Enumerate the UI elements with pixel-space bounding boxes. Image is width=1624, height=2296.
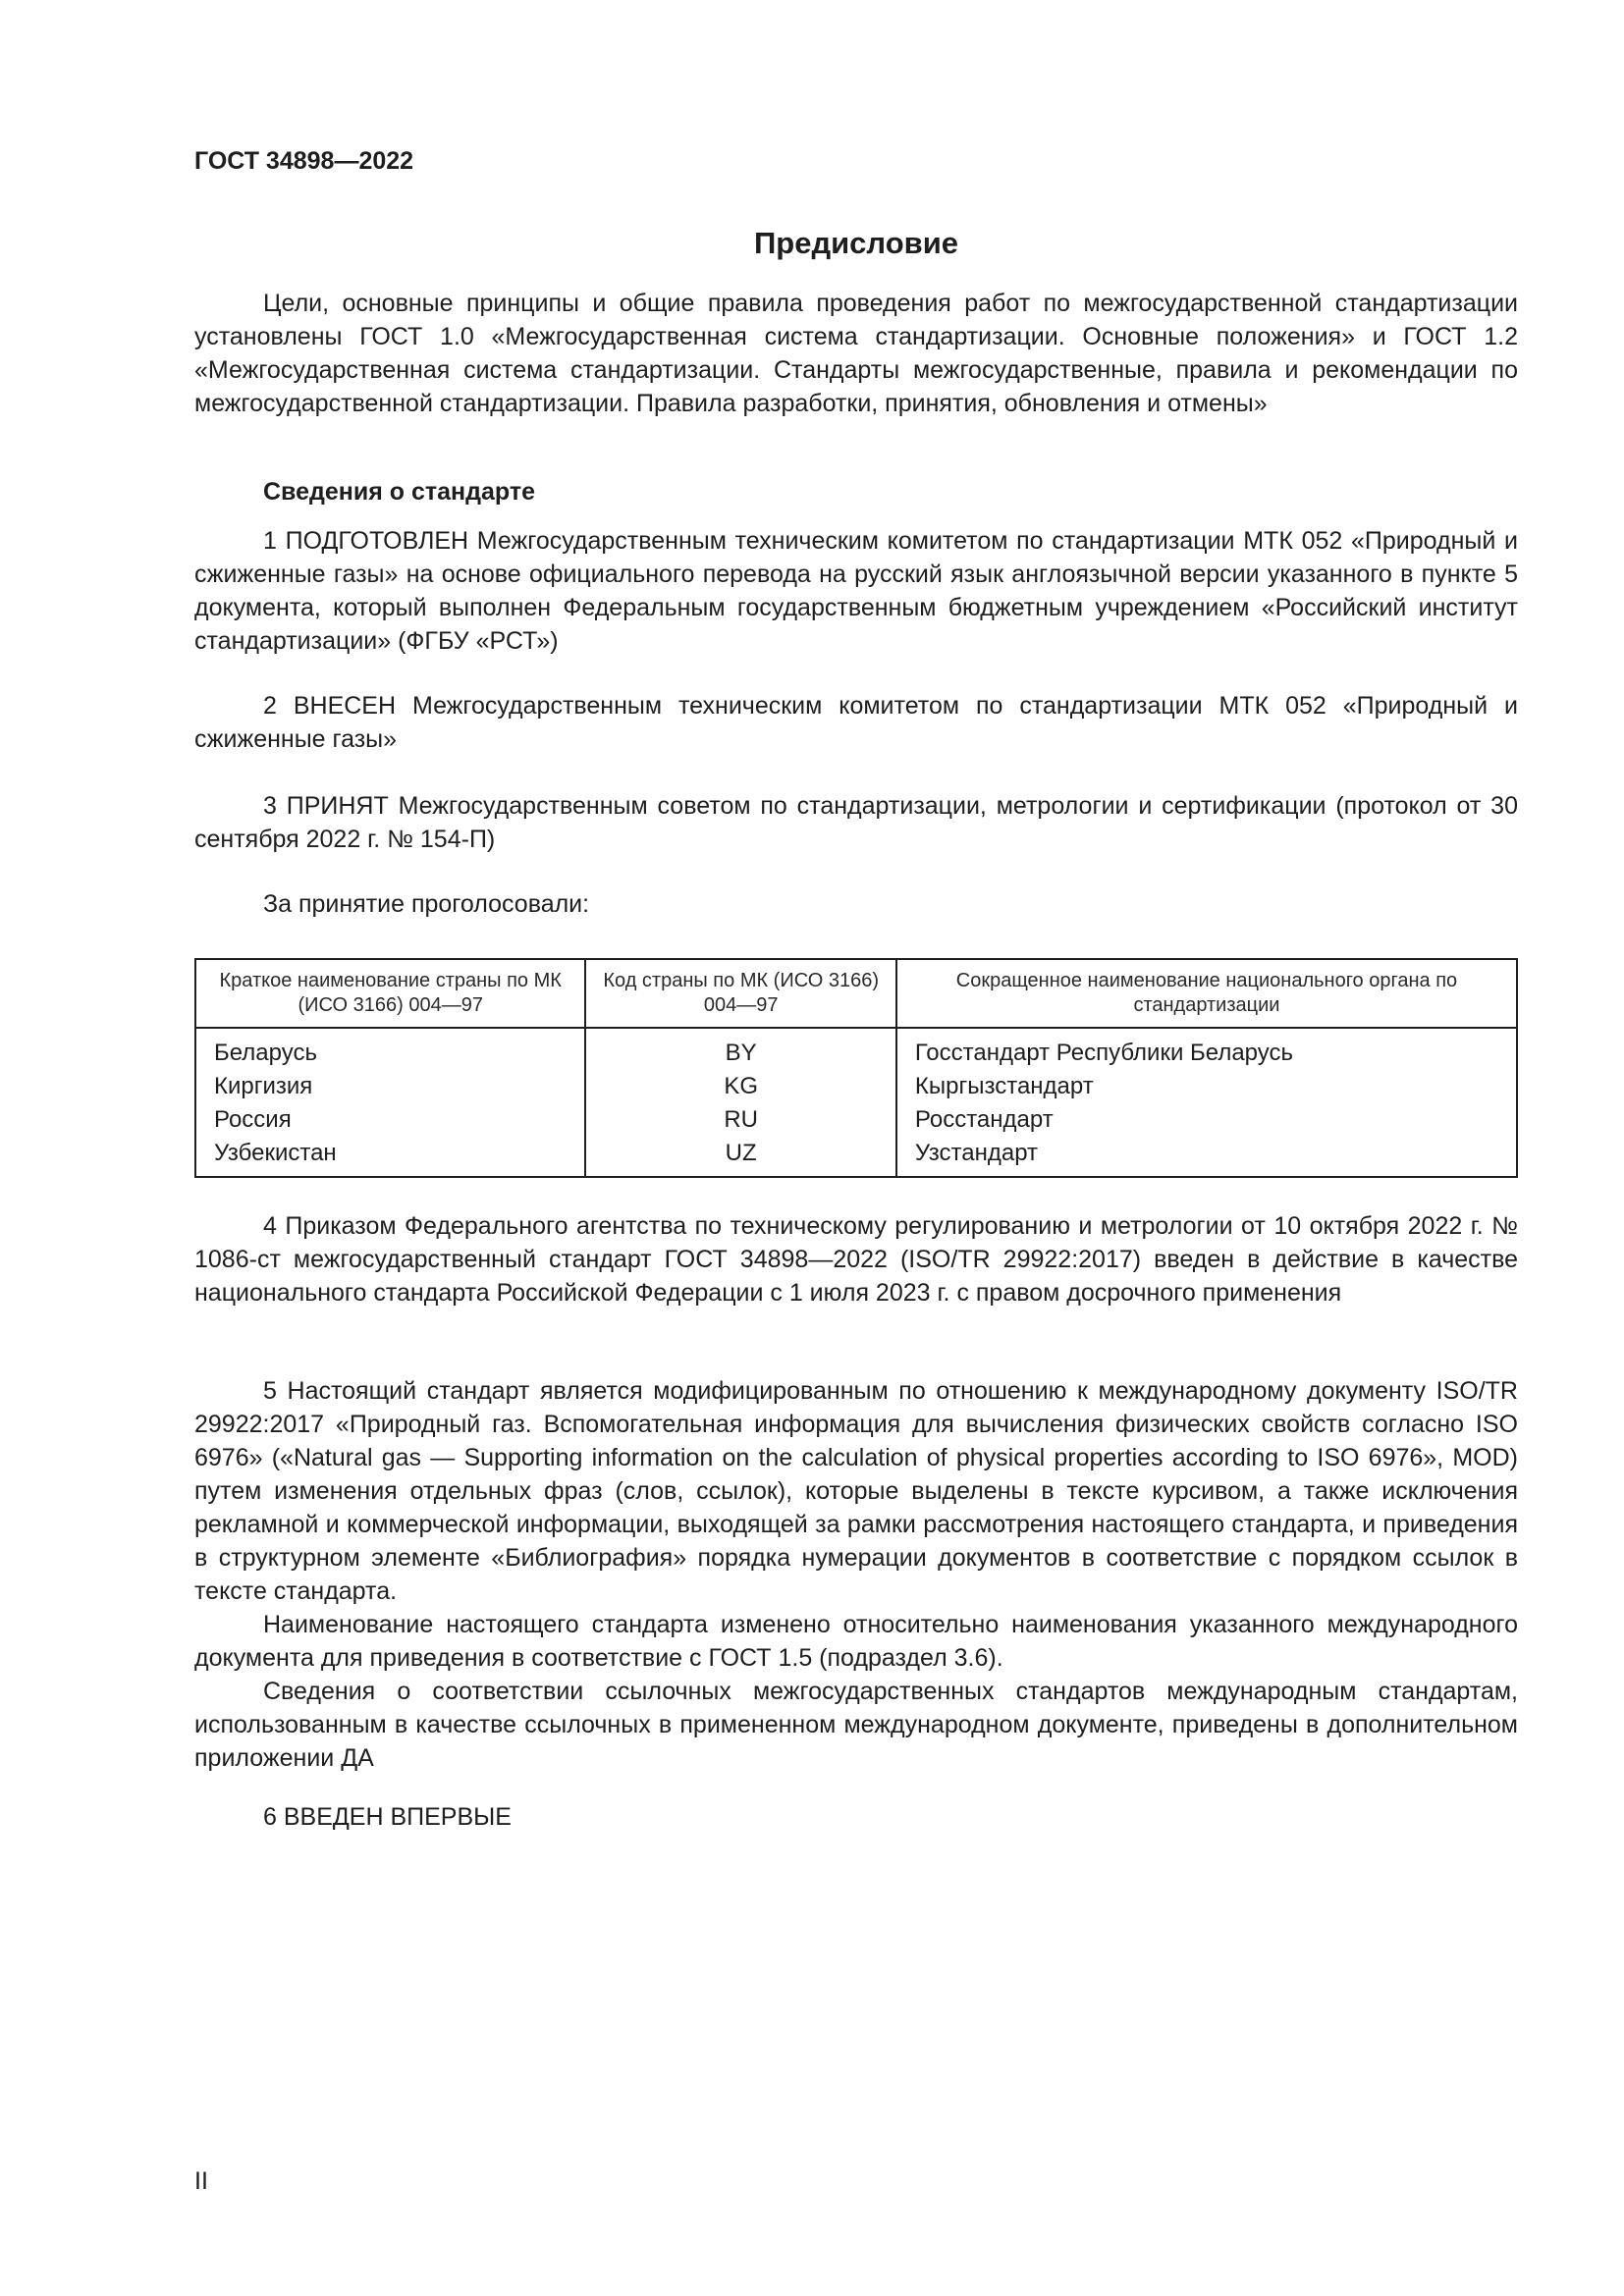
table-row (195, 1103, 1517, 1137)
header-country: Краткое наименование страны по МК (ИСО 3166) 004—97 (195, 959, 585, 1028)
cell-body: Росстандарт (896, 1103, 1517, 1137)
document-code: ГОСТ 34898—2022 (194, 147, 414, 175)
item-6-text: 6 ВВЕДЕН ВПЕРВЫЕ (263, 1803, 512, 1831)
cell-country: Узбекистан (214, 1140, 337, 1166)
header-body: Сокращенное наименование национального органа по стандартизации (896, 959, 1517, 1028)
item-5-text: 5 Настоящий стандарт является модифицированным по отношению к международному документу ISO/TR 29922:2017 «Природный газ. Вспомогательная информация для вычисления физических свойств согласно ISO 6976» («Natural gas — Supporting information on the calculation of physical properties according to ISO 6976», MOD) путем изменения отдельных фраз (слов, ссылок), которые выделены в тексте курсивом, а также исключения рекламной и коммерческой информации, выходящей за рамки рассмотрения настоящего стандарта, и приведения в структурном элементе «Библиография» порядка нумерации документов в соответствие с порядком ссылок в тексте стандарта. (194, 1377, 1518, 1605)
item-3-text: 3 ПРИНЯТ Межгосударственным советом по стандартизации, метрологии и сертификации (протокол от 30 сентября 2022 г. № 154-П) (194, 792, 1518, 853)
header-code: Код страны по МК (ИСО 3166) 004—97 (585, 959, 895, 1028)
cell-code: RU (585, 1103, 895, 1137)
votes-table (194, 958, 1518, 1178)
cell-body: Госстандарт Республики Беларусь (896, 1028, 1517, 1070)
item-4 (194, 1209, 1518, 1309)
item-2 (194, 689, 1518, 756)
item-2-text: 2 ВНЕСЕН Межгосударственным техническим комитетом по стандартизации МТК 052 «Природный и сжиженные газы» (194, 692, 1518, 753)
item-3 (194, 789, 1518, 856)
document-page (194, 0, 1518, 2296)
page-number: II (194, 2167, 208, 2195)
page-title: Предисловие (753, 226, 958, 260)
info-heading: Сведения о стандарте (263, 478, 536, 506)
votes-intro: За принятие проголосовали: (263, 890, 590, 918)
item-5-paragraph-2: Наименование настоящего стандарта изменено относительно наименования указанного международного документа для приведения в соответствие с ГОСТ 1.5 (подраздел 3.6). (194, 1611, 1518, 1672)
table-row (195, 1028, 1517, 1070)
item-5 (194, 1374, 1518, 1775)
cell-code: BY (585, 1028, 895, 1070)
table-row (195, 1070, 1517, 1103)
item-6 (194, 1800, 1518, 1834)
item-5-paragraph-3: Сведения о соответствии ссылочных межгосударственных стандартов международным стандартам, использованным в качестве ссылочных в примененном международном документе, приведены в дополнительном приложении ДА (194, 1678, 1518, 1772)
cell-country: Киргизия (214, 1073, 313, 1099)
cell-code: KG (585, 1070, 895, 1103)
info-heading-block (194, 475, 1518, 508)
cell-code: UZ (585, 1137, 895, 1177)
cell-body: Кыргызстандарт (896, 1070, 1517, 1103)
cell-country: Россия (214, 1106, 292, 1133)
cell-body: Узстандарт (896, 1137, 1517, 1177)
intro-section (194, 287, 1518, 420)
cell-country: Беларусь (214, 1040, 317, 1066)
item-4-text: 4 Приказом Федерального агентства по техническому регулированию и метрологии от 10 октября 2022 г. № 1086-ст межгосударственный стандарт ГОСТ 34898—2022 (ISO/TR 29922:2017) введен в действие в качестве национального стандарта Российской Федерации с 1 июля 2023 г. с правом досрочного применения (194, 1212, 1518, 1307)
table-header-row (195, 959, 1517, 1028)
item-1-text: 1 ПОДГОТОВЛЕН Межгосударственным техническим комитетом по стандартизации МТК 052 «Природный и сжиженные газы» на основе официального перевода на русский язык англоязычной версии указанного в пункте 5 документа, который выполнен Федеральным государственным бюджетным учреждением «Российский институт стандартизации» (ФГБУ «РСТ») (194, 527, 1518, 655)
intro-paragraph: Цели, основные принципы и общие правила проведения работ по межгосударственной стандартизации установлены ГОСТ 1.0 «Межгосударственная система стандартизации. Основные положения» и ГОСТ 1.2 «Межгосударственная система стандартизации. Стандарты межгосударственные, правила и рекомендации по межгосударственной стандартизации. Правила разработки, принятия, обновления и отмены» (194, 290, 1518, 417)
votes-intro-block (194, 887, 1518, 921)
table-row (195, 1137, 1517, 1177)
item-1 (194, 524, 1518, 658)
